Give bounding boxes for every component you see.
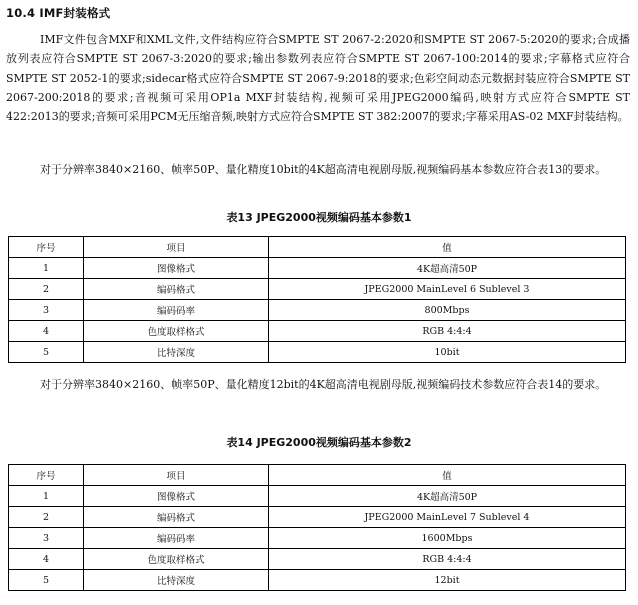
cell-item: 图像格式 [84,258,269,279]
cell-index: 1 [9,486,84,507]
table-row [9,300,626,321]
table-row [9,342,626,363]
cell-index: 3 [9,300,84,321]
cell-item: 比特深度 [84,342,269,363]
table-row [9,570,626,591]
table-header-row [9,237,626,258]
header-index: 序号 [9,465,84,486]
header-value: 值 [269,237,626,258]
cell-value: RGB 4:4:4 [269,549,626,570]
header-value: 值 [269,465,626,486]
table-13-caption: 表13 JPEG2000视频编码基本参数1 [226,211,412,224]
cell-value: 800Mbps [269,300,626,321]
header-index: 序号 [9,237,84,258]
table-14 [8,464,626,591]
table-row [9,258,626,279]
header-item: 项目 [84,237,269,258]
cell-value: 4K超高清50P [269,486,626,507]
cell-item: 色度取样格式 [84,321,269,342]
header-item: 项目 [84,465,269,486]
cell-index: 4 [9,321,84,342]
cell-item: 色度取样格式 [84,549,269,570]
cell-index: 1 [9,258,84,279]
table-row [9,279,626,300]
paragraph-12bit-intro: 对于分辨率3840×2160、帧率50P、量化精度12bit的4K超高清电视剧母版,视频编码技术参数应符合表14的要求。 [40,378,607,391]
table-row [9,528,626,549]
paragraph-imf-requirements: IMF文件包含MXF和XML文件,文件结构应符合SMPTE ST 2067-2:2020和SMPTE ST 2067-5:2020的要求;合成播放列表应符合SMPTE ST 2067-3:2020的要求;输出参数列表应符合SMPTE ST 2067-100:2014的要求;字幕格式应符合SMPTE ST 2052-1的要求;sidecar格式应符合SMPTE ST 2067-9:2018的要求;色彩空间动态元数据封装应符合SMPTE ST 2067-200:2018的要求;音视频可采用OP1a MXF封装结构,视频可采用JPEG2000编码,映射方式应符合SMPTE ST 422:2013的要求;音频可采用PCM无压缩音频,映射方式应符合SMPTE ST 382:2007的要求;字幕采用AS-02 MXF封装结构。 [6,33,630,124]
cell-value: 12bit [269,570,626,591]
table-row [9,549,626,570]
cell-index: 5 [9,342,84,363]
cell-item: 比特深度 [84,570,269,591]
cell-value: 1600Mbps [269,528,626,549]
cell-item: 编码格式 [84,507,269,528]
cell-index: 2 [9,507,84,528]
table-row [9,486,626,507]
cell-index: 3 [9,528,84,549]
cell-value: 4K超高清50P [269,258,626,279]
cell-index: 5 [9,570,84,591]
cell-item: 编码格式 [84,279,269,300]
cell-item: 编码码率 [84,300,269,321]
cell-item: 图像格式 [84,486,269,507]
cell-value: 10bit [269,342,626,363]
table-14-caption: 表14 JPEG2000视频编码基本参数2 [226,436,412,449]
table-row [9,507,626,528]
table-row [9,321,626,342]
table-header-row [9,465,626,486]
cell-value: JPEG2000 MainLevel 7 Sublevel 4 [269,507,626,528]
cell-index: 2 [9,279,84,300]
cell-value: RGB 4:4:4 [269,321,626,342]
paragraph-10bit-intro: 对于分辨率3840×2160、帧率50P、量化精度10bit的4K超高清电视剧母版,视频编码基本参数应符合表13的要求。 [40,163,607,176]
table-13 [8,236,626,363]
section-heading: 10.4 IMF封装格式 [6,6,111,20]
cell-value: JPEG2000 MainLevel 6 Sublevel 3 [269,279,626,300]
cell-index: 4 [9,549,84,570]
cell-item: 编码码率 [84,528,269,549]
